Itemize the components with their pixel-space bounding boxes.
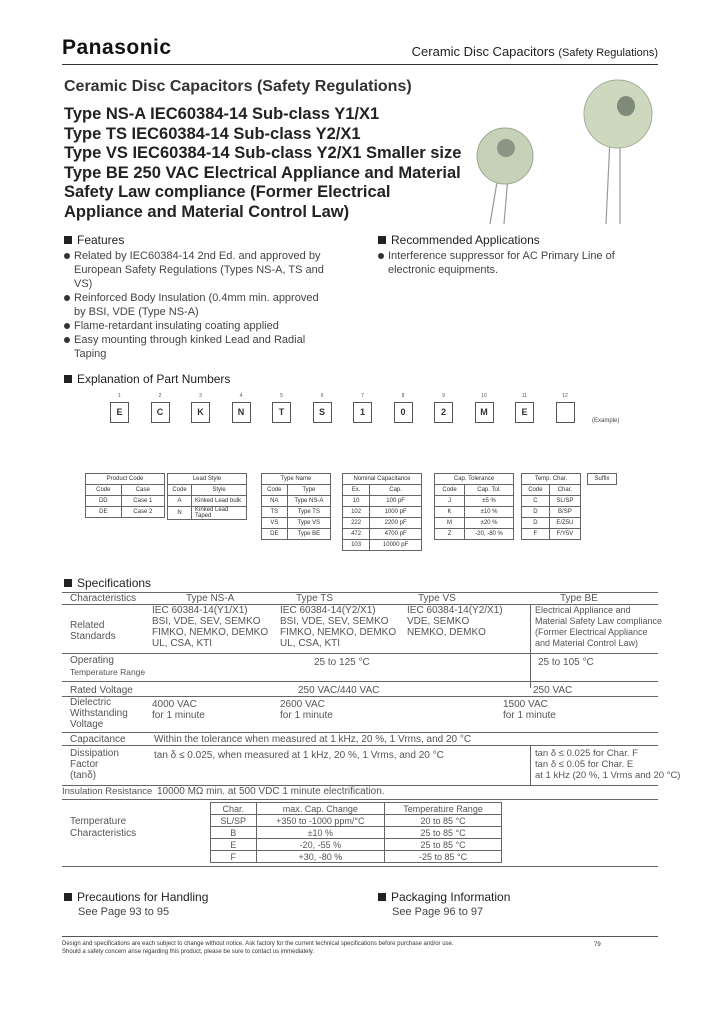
spec-value: 25 to 105 °C xyxy=(538,657,594,668)
features-list xyxy=(64,249,349,361)
table-row xyxy=(522,529,581,540)
packaging-heading xyxy=(378,890,510,904)
table-header: Code xyxy=(168,485,192,496)
spec-value: IEC 60384-14(Y2/X1) xyxy=(280,605,376,616)
suffix-table xyxy=(587,473,617,485)
table-row xyxy=(435,518,514,529)
table-row xyxy=(168,496,247,507)
bullet-dot-icon xyxy=(64,295,70,301)
table-row xyxy=(522,518,581,529)
list-text: Taping xyxy=(74,348,107,360)
table-row xyxy=(211,827,502,839)
spec-label: Characteristics xyxy=(70,828,137,839)
type-line: Type BE 250 VAC Electrical Appliance and Material xyxy=(64,163,461,182)
specifications-heading xyxy=(64,576,151,590)
spec-value: UL, CSA, KTI xyxy=(152,638,213,649)
lead-style-table xyxy=(167,473,247,520)
part-char-box xyxy=(556,402,575,423)
table-cell: +30, -80 % xyxy=(256,851,385,863)
table-cell: 1000 pF xyxy=(370,507,422,518)
table-cell: 10000 pF xyxy=(370,540,422,551)
table-title: Temp. Char. xyxy=(522,474,581,485)
part-index: 11 xyxy=(521,393,528,399)
type-line: Type NS-A IEC60384-14 Sub-class Y1/X1 xyxy=(64,105,380,123)
spec-value: VDE, SEMKO xyxy=(407,616,470,627)
part-char-box: 1 xyxy=(353,402,372,423)
list-text: Flame-retardant insulating coating applied xyxy=(74,320,279,332)
section-square-icon xyxy=(64,579,72,587)
table-cell: ±20 % xyxy=(465,518,514,529)
table-cell: 10 xyxy=(343,496,370,507)
spec-label: Dielectric xyxy=(70,697,112,708)
table-row xyxy=(435,496,514,507)
table-cell: 4700 pF xyxy=(370,529,422,540)
table-row xyxy=(211,839,502,851)
table-cell: ±10 % xyxy=(256,827,385,839)
table-row xyxy=(211,815,502,827)
bullet-dot-icon xyxy=(378,253,384,259)
table-row xyxy=(343,496,422,507)
spec-label: Standards xyxy=(70,631,116,642)
part-index: 8 xyxy=(401,393,405,399)
list-text: electronic equipments. xyxy=(388,264,499,276)
spec-value: tan δ ≤ 0.025, when measured at 1 kHz, 20 %, 1 Vrms, and 20 °C xyxy=(154,750,444,761)
spec-label: Withstanding xyxy=(70,708,128,719)
spec-rule xyxy=(62,681,658,682)
table-header: Char. xyxy=(549,485,580,496)
part-index: 10 xyxy=(481,393,487,399)
spec-divider xyxy=(530,604,531,688)
bullet-dot-icon xyxy=(64,253,70,259)
table-cell: 100 pF xyxy=(370,496,422,507)
table-cell: 472 xyxy=(343,529,370,540)
recommended-heading xyxy=(378,233,540,247)
spec-value: and Material Control Law) xyxy=(535,638,639,648)
spec-column-header: Type VS xyxy=(418,593,456,604)
table-row xyxy=(86,507,165,518)
spec-value: FIMKO, NEMKO, DEMKO xyxy=(152,627,269,638)
page-number: 79 xyxy=(594,942,601,948)
cap-tol-table xyxy=(434,473,514,540)
part-char-box: M xyxy=(475,402,494,423)
table-title: Cap. Tolerance xyxy=(435,474,514,485)
table-cell: D xyxy=(522,507,550,518)
table-header: Ex. xyxy=(343,485,370,496)
table-cell: Case 1 xyxy=(121,496,164,507)
table-cell: NA xyxy=(262,496,288,507)
spec-label: Capacitance xyxy=(70,734,126,745)
type-line: Type VS IEC60384-14 Sub-class Y2/X1 Smaller size xyxy=(64,144,462,162)
part-char-box: T xyxy=(272,402,291,423)
spec-value: 10000 MΩ min. at 500 VDC 1 minute electrification. xyxy=(157,786,385,797)
table-cell: 102 xyxy=(343,507,370,518)
specifications-title: Specifications xyxy=(77,576,152,590)
table-row xyxy=(262,529,331,540)
spec-label: (tanδ) xyxy=(70,770,97,781)
table-cell: F xyxy=(522,529,550,540)
spec-label: Rated Voltage xyxy=(70,685,133,696)
header-title-sub: (Safety Regulations) xyxy=(558,47,658,59)
part-char-box: C xyxy=(151,402,170,423)
table-header: Type xyxy=(287,485,330,496)
part-char-box: 2 xyxy=(434,402,453,423)
table-cell: Kinked Lead Taped xyxy=(192,507,247,520)
table-cell: DE xyxy=(262,529,288,540)
spec-rule xyxy=(62,745,658,746)
table-title: Suffix xyxy=(588,474,617,485)
table-cell: ±10 % xyxy=(465,507,514,518)
table-cell: Type TS xyxy=(287,507,330,518)
spec-column-header: Characteristics xyxy=(70,593,137,604)
features-title: Features xyxy=(77,233,125,247)
bullet-dot-icon xyxy=(64,323,70,329)
table-cell: 2200 pF xyxy=(370,518,422,529)
spec-value: for 1 minute xyxy=(503,710,556,721)
footer-line-2: Should a safety concern arise regarding this product, please be sure to contact us immediately. xyxy=(62,949,315,955)
table-cell: -20, -55 % xyxy=(256,839,385,851)
section-square-icon xyxy=(64,236,72,244)
spec-value: 250 VAC xyxy=(533,685,573,696)
spec-rule xyxy=(62,799,658,800)
table-header: Code xyxy=(262,485,288,496)
spec-rule xyxy=(62,732,658,733)
table-title: Nominal Capacitance xyxy=(343,474,422,485)
table-cell: VS xyxy=(262,518,288,529)
header-rule xyxy=(62,64,658,65)
table-cell: -20, -80 % xyxy=(465,529,514,540)
table-row xyxy=(343,507,422,518)
table-header: max. Cap. Change xyxy=(256,803,385,815)
section-square-icon xyxy=(378,236,386,244)
capacitor-image xyxy=(460,76,660,226)
table-row xyxy=(343,518,422,529)
table-cell: 25 to 85 °C xyxy=(385,827,502,839)
list-line xyxy=(64,291,349,305)
part-index: 9 xyxy=(442,393,445,399)
part-numbers-heading xyxy=(64,372,230,386)
spec-value: tan δ ≤ 0.05 for Char. E xyxy=(535,759,634,770)
table-header: Code xyxy=(86,485,122,496)
part-index: 3 xyxy=(199,393,202,399)
list-line xyxy=(64,347,349,361)
table-row xyxy=(86,496,165,507)
table-row xyxy=(522,496,581,507)
spec-column-header: Type TS xyxy=(296,593,334,604)
table-row xyxy=(211,851,502,863)
part-index: 2 xyxy=(158,393,162,399)
recommended-title: Recommended Applications xyxy=(391,233,540,247)
table-cell: F xyxy=(211,851,257,863)
spec-label: Temperature Range xyxy=(70,667,146,677)
table-cell: ±5 % xyxy=(465,496,514,507)
list-line xyxy=(378,249,663,263)
table-header: Code xyxy=(435,485,465,496)
table-header: Temperature Range xyxy=(385,803,502,815)
table-cell: Case 2 xyxy=(121,507,164,518)
part-index: 4 xyxy=(239,393,243,399)
part-char-box: E xyxy=(515,402,534,423)
spec-label: Factor xyxy=(70,759,99,770)
features-heading xyxy=(64,233,124,247)
table-cell: SL/SP xyxy=(211,815,257,827)
spec-value: 25 to 125 °C xyxy=(314,657,370,668)
part-numbers-title: Explanation of Part Numbers xyxy=(77,372,231,386)
precautions-title: Precautions for Handling xyxy=(77,890,209,904)
table-cell: E xyxy=(211,839,257,851)
spec-value: IEC 60384-14(Y2/X1) xyxy=(407,605,503,616)
spec-value: 250 VAC/440 VAC xyxy=(298,685,380,696)
table-header: Cap. Tol. xyxy=(465,485,514,496)
spec-value: NEMKO, DEMKO xyxy=(407,627,486,638)
list-line xyxy=(64,277,349,291)
spec-value: for 1 minute xyxy=(280,710,333,721)
table-row xyxy=(343,529,422,540)
table-cell: E/Z5U xyxy=(549,518,580,529)
header-title xyxy=(412,44,658,59)
section-square-icon xyxy=(64,893,72,901)
table-title: Type Name xyxy=(262,474,331,485)
spec-divider xyxy=(530,745,531,785)
table-cell: C xyxy=(522,496,550,507)
list-line xyxy=(378,263,663,277)
table-cell: 20 to 85 °C xyxy=(385,815,502,827)
list-text: European Safety Regulations (Types NS-A, TS and xyxy=(74,264,324,276)
spec-value: at 1 kHz (20 %, 1 Vrms and 20 °C) xyxy=(535,770,681,781)
table-row xyxy=(262,496,331,507)
table-cell: K xyxy=(435,507,465,518)
temperature-characteristics-table xyxy=(210,802,502,863)
list-text: Easy mounting through kinked Lead and Radial xyxy=(74,334,306,346)
spec-value: 2600 VAC xyxy=(280,699,325,710)
spec-value: (Former Electrical Appliance xyxy=(535,627,648,637)
table-cell: D xyxy=(522,518,550,529)
table-header: Code xyxy=(522,485,550,496)
table-title: Product Code xyxy=(86,474,165,485)
spec-value: BSI, VDE, SEV, SEMKO xyxy=(152,616,261,627)
spec-value: Material Safety Law compliance xyxy=(535,616,663,626)
table-row xyxy=(435,507,514,518)
list-line xyxy=(64,249,349,263)
table-cell: B xyxy=(211,827,257,839)
section-square-icon xyxy=(64,375,72,383)
part-char-box: 0 xyxy=(394,402,413,423)
table-row xyxy=(343,540,422,551)
table-cell: 25 to 85 °C xyxy=(385,839,502,851)
header-title-main: Ceramic Disc Capacitors xyxy=(411,44,555,59)
table-cell: Kinked Lead bulk xyxy=(192,496,247,507)
table-row xyxy=(168,507,247,520)
spec-label: Operating xyxy=(70,655,114,666)
part-char-box: S xyxy=(313,402,332,423)
table-cell: M xyxy=(435,518,465,529)
spec-value: UL, CSA, KTI xyxy=(280,638,341,649)
list-text: Related by IEC60384-14 2nd Ed. and approved by xyxy=(74,250,321,262)
table-cell: Z xyxy=(435,529,465,540)
table-cell: SL/SP xyxy=(549,496,580,507)
nominal-cap-table xyxy=(342,473,422,551)
spec-value: 4000 VAC xyxy=(152,699,197,710)
precautions-text: See Page 93 to 95 xyxy=(78,906,170,918)
table-cell: DE xyxy=(86,507,122,518)
spec-label: Temperature xyxy=(70,816,127,827)
part-char-box: E xyxy=(110,402,129,423)
spec-value: Electrical Appliance and xyxy=(535,605,631,615)
list-text: by BSI, VDE (Type NS-A) xyxy=(74,306,199,318)
table-row xyxy=(262,518,331,529)
spec-value: Within the tolerance when measured at 1 kHz, 20 %, 1 Vrms, and 20 °C xyxy=(154,734,472,745)
example-label: (Example) xyxy=(592,418,620,424)
spec-label: Insulation Resistance xyxy=(62,786,153,797)
spec-value: 1500 VAC xyxy=(503,699,548,710)
table-cell: N xyxy=(168,507,192,520)
spec-label: Voltage xyxy=(70,719,104,730)
table-cell: -25 to 85 °C xyxy=(385,851,502,863)
table-cell: F/Y5V xyxy=(549,529,580,540)
bullet-dot-icon xyxy=(64,337,70,343)
type-line: Safety Law compliance (Former Electrical xyxy=(64,183,391,201)
table-header: Style xyxy=(192,485,247,496)
spec-rule xyxy=(62,653,658,654)
section-square-icon xyxy=(378,893,386,901)
table-header: Char. xyxy=(211,803,257,815)
table-cell: +350 to -1000 ppm/°C xyxy=(256,815,385,827)
type-name-table xyxy=(261,473,331,540)
part-char-box: K xyxy=(191,402,210,423)
table-cell: TS xyxy=(262,507,288,518)
table-row xyxy=(262,507,331,518)
list-text: Interference suppressor for AC Primary Line of xyxy=(388,250,615,262)
table-row xyxy=(435,529,514,540)
packaging-title: Packaging Information xyxy=(391,890,511,904)
table-header: Case xyxy=(121,485,164,496)
brand-logo: Panasonic xyxy=(62,36,172,59)
spec-rule xyxy=(62,696,658,697)
list-text: VS) xyxy=(74,278,93,290)
table-cell: J xyxy=(435,496,465,507)
table-cell: 103 xyxy=(343,540,370,551)
temp-char-table xyxy=(521,473,581,540)
spec-value: for 1 minute xyxy=(152,710,205,721)
part-index: 5 xyxy=(280,393,283,399)
spec-value: IEC 60384-14(Y1/X1) xyxy=(152,605,248,616)
table-cell: Type VS xyxy=(287,518,330,529)
product-code-table xyxy=(85,473,165,518)
list-text: Reinforced Body Insulation (0.4mm min. approved xyxy=(74,292,319,304)
part-index: 7 xyxy=(361,393,364,399)
spec-value: tan δ ≤ 0.025 for Char. F xyxy=(535,748,638,759)
table-cell: B/SP xyxy=(549,507,580,518)
spec-label: Dissipation xyxy=(70,748,119,759)
recommended-list xyxy=(378,249,663,277)
table-cell: Type BE xyxy=(287,529,330,540)
table-cell: 222 xyxy=(343,518,370,529)
spec-column-header: Type NS-A xyxy=(186,593,235,604)
footer-line-1: Design and specifications are each subject to change without notice. Ask factory for the current technical specifications before purchase and/or use. xyxy=(62,941,454,947)
spec-label: Related xyxy=(70,620,105,631)
table-cell: A xyxy=(168,496,192,507)
table-row xyxy=(522,507,581,518)
part-index: 6 xyxy=(320,393,324,399)
list-line xyxy=(64,333,349,347)
page-heading: Ceramic Disc Capacitors (Safety Regulations) xyxy=(64,78,412,95)
list-line xyxy=(64,263,349,277)
footer-notice xyxy=(62,940,602,956)
type-line: Appliance and Material Control Law) xyxy=(64,202,350,221)
list-line xyxy=(64,305,349,319)
table-cell: Type NS-A xyxy=(287,496,330,507)
spec-rule xyxy=(62,866,658,867)
spec-value: BSI, VDE, SEV, SEMKO xyxy=(280,616,389,627)
footer-rule xyxy=(62,936,658,937)
packaging-text: See Page 96 to 97 xyxy=(392,906,484,918)
table-header: Cap. xyxy=(370,485,422,496)
part-char-box: N xyxy=(232,402,251,423)
part-index: 12 xyxy=(562,393,568,399)
list-line xyxy=(64,319,349,333)
type-line: Type TS IEC60384-14 Sub-class Y2/X1 xyxy=(64,124,361,143)
table-cell: DD xyxy=(86,496,122,507)
spec-value: FIMKO, NEMKO, DEMKO xyxy=(280,627,397,638)
precautions-heading xyxy=(64,890,208,904)
spec-column-header: Type BE xyxy=(560,593,598,604)
part-index: 1 xyxy=(118,393,121,399)
table-title: Lead Style xyxy=(168,474,247,485)
